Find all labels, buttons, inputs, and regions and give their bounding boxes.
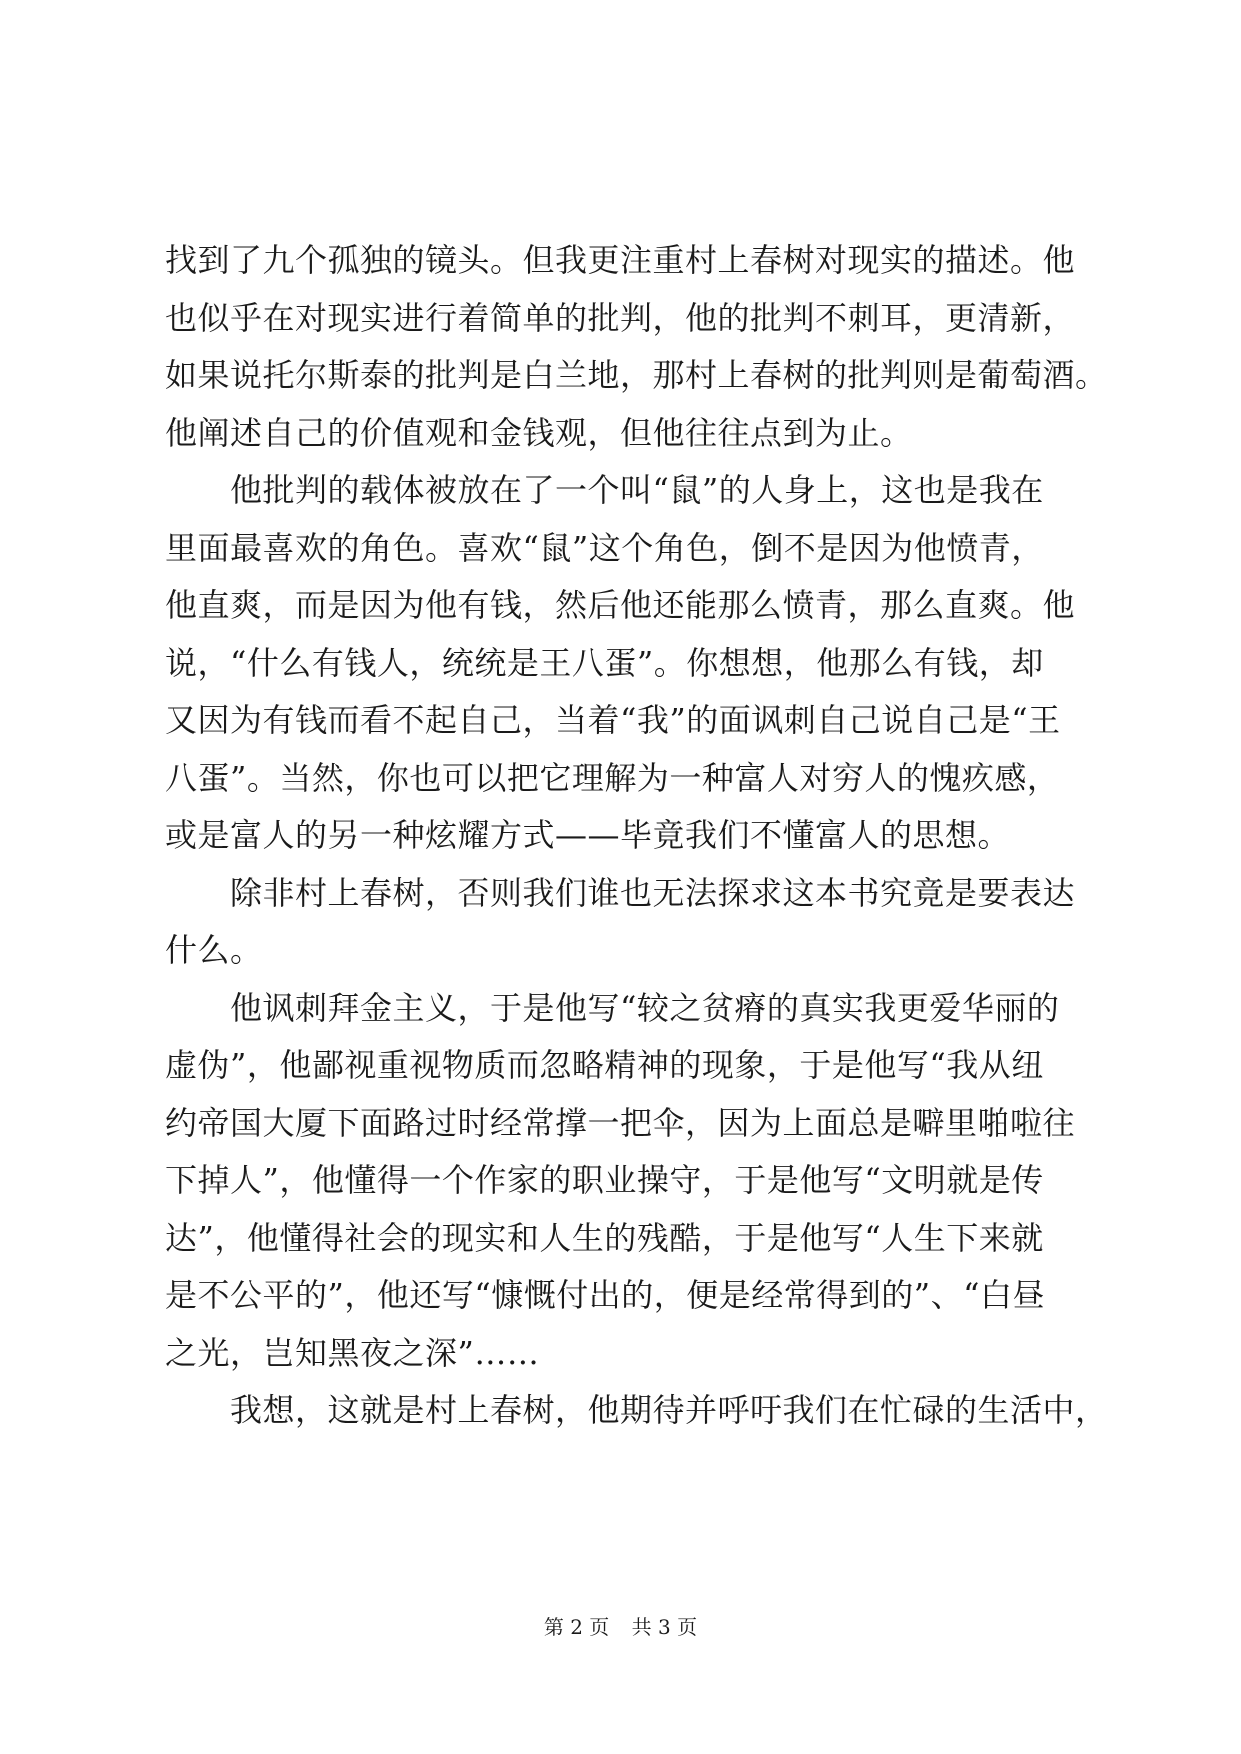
text-line: 下掉人”，他懂得一个作家的职业操守，于是他写“文明就是传 [165, 1161, 1044, 1199]
text-line: 里面最喜欢的角色。喜欢“鼠”这个角色，倒不是因为他愤青， [165, 528, 1044, 567]
text-line: 我想，这就是村上春树，他期待并呼吁我们在忙碌的生活中， [165, 1391, 1108, 1429]
text-line: 他批判的载体被放在了一个叫“鼠”的人身上，这也是我在 [165, 471, 1044, 509]
text-line: 又因为有钱而看不起自己，当着“我”的面讽刺自己说自己是“王 [165, 701, 1061, 739]
body-text [165, 232, 1108, 1440]
text-line: 说，“什么有钱人，统统是王八蛋”。你想想，他那么有钱，却 [165, 643, 1044, 682]
text-line: 他直爽，而是因为他有钱，然后他还能那么愤青，那么直爽。他 [165, 586, 1076, 624]
total-pages: 共 3 页 [631, 1615, 698, 1639]
text-line: 达”，他懂得社会的现实和人生的残酷，于是他写“人生下来就 [165, 1218, 1044, 1257]
text-line: 虚伪”，他鄙视重视物质而忽略精神的现象，于是他写“我从纽 [165, 1046, 1044, 1084]
text-line: 或是富人的另一种炫耀方式——毕竟我们不懂富人的思想。 [165, 816, 1011, 854]
text-line: 他阐述自己的价值观和金钱观，但他往往点到为止。 [165, 413, 913, 452]
text-line: 如果说托尔斯泰的批判是白兰地，那村上春树的批判则是葡萄酒。 [165, 356, 1108, 394]
page-footer [0, 1612, 1241, 1642]
text-line: 什么。 [165, 931, 263, 969]
text-line: 他讽刺拜金主义，于是他写“较之贫瘠的真实我更爱华丽的 [165, 988, 1060, 1027]
text-line: 约帝国大厦下面路过时经常撑一把伞，因为上面总是噼里啪啦往 [165, 1103, 1076, 1142]
text-line: 八蛋”。当然，你也可以把它理解为一种富人对穷人的愧疚感， [165, 758, 1060, 797]
text-line: 是不公平的”，他还写“慷慨付出的，便是经常得到的”、“白昼 [165, 1276, 1045, 1314]
page-number: 第 2 页 [543, 1615, 610, 1639]
text-line: 找到了九个孤独的镜头。但我更注重村上春树对现实的描述。他 [165, 241, 1076, 279]
text-line: 之光，岂知黑夜之深”…… [165, 1333, 540, 1372]
text-line: 除非村上春树，否则我们谁也无法探求这本书究竟是要表达 [165, 873, 1076, 912]
text-line: 也似乎在对现实进行着简单的批判，他的批判不刺耳，更清新， [165, 298, 1076, 337]
